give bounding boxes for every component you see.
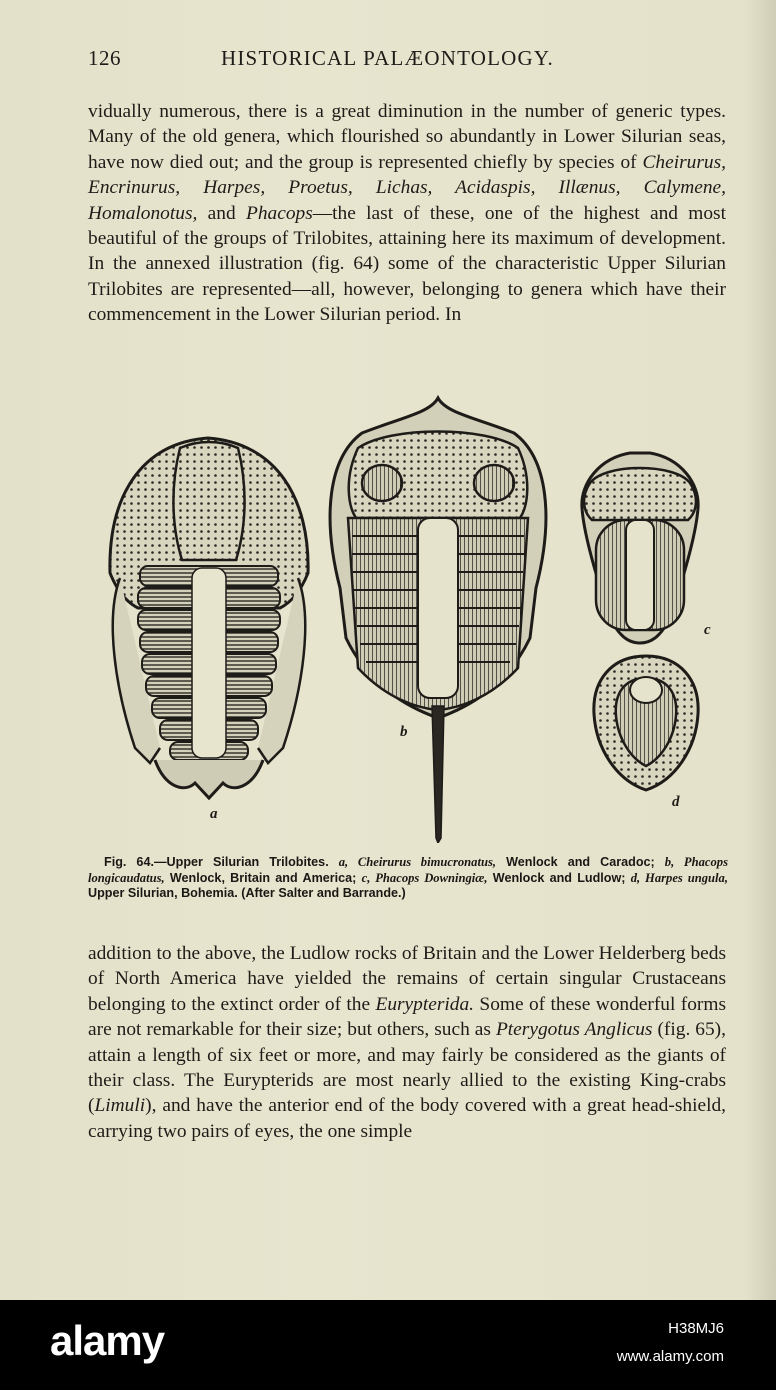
body-paragraph-2	[88, 941, 726, 1144]
site-url: www.alamy.com	[616, 1348, 724, 1365]
genus-limuli: Limuli	[94, 1095, 146, 1117]
trilobite-b-phacops-longicaudatus	[330, 398, 546, 843]
text-run: —the last of these, one of the highest and most beautiful of the groups of Trilobites, attaining here its maximum of development. In the annexed illustration (fig. 64) some of the characteristic Upper Silurian Trilobites are represented—all, however, belonging to genera which have their commencement in the Lower Silurian period. In	[88, 202, 726, 326]
genera-list: Cheirurus, Encrinurus, Harpes, Proetus, Lichas, Acidaspis, Illænus, Calymene, Homalonotus,	[88, 151, 726, 224]
figure-label-b: b	[400, 724, 408, 740]
caption-text: Wenlock and Ludlow;	[487, 870, 631, 885]
caption-species-b: b, Phacops longicaudatus,	[88, 855, 729, 885]
image-id: H38MJ6	[668, 1320, 724, 1337]
caption-species-a: a, Cheirurus bimucronatus,	[338, 855, 497, 869]
caption-text: Wenlock, Britain and America;	[164, 870, 362, 885]
trilobite-d-harpes-ungula	[594, 656, 698, 810]
figure-label-d: d	[672, 794, 680, 810]
figure-label-a: a	[210, 806, 218, 822]
trilobite-illustration	[100, 388, 720, 843]
text-run: ), and have the anterior end of the body covered with a great head-shield, carrying two pairs of eyes, the one simple	[88, 1095, 726, 1142]
alamy-logo: alamy	[50, 1317, 165, 1364]
running-title: HISTORICAL PALÆONTOLOGY.	[221, 46, 554, 70]
figure-64-trilobites	[100, 388, 720, 843]
caption-title: Fig. 64.—Upper Silurian Trilobites.	[104, 855, 339, 869]
body-paragraph-1	[88, 99, 726, 328]
figure-caption	[88, 855, 728, 902]
order-eurypterida: Eurypterida.	[375, 993, 475, 1015]
genus-phacops: Phacops	[245, 202, 313, 224]
trilobite-c-phacops-downingiae	[582, 453, 711, 643]
caption-text: Wenlock and Caradoc;	[496, 855, 665, 869]
caption-species-d: d, Harpes ungula,	[630, 870, 728, 885]
text-run: (fig. 65), attain a length of six feet or more, and may fairly be considered as the giants of their class. The Eurypterids are most nearly allied to the existing King-crabs (	[88, 1019, 726, 1117]
species-pterygotus: Pterygotus Anglicus	[495, 1019, 653, 1041]
figure-label-c: c	[704, 622, 711, 638]
running-head	[88, 46, 728, 76]
caption-species-c: c, Phacops Downingiæ,	[361, 870, 488, 885]
text-run: addition to the above, the Ludlow rocks of Britain and the Lower Helderberg beds of North America have yielded the remains of certain singular Crustaceans belonging to the extinct order of the	[88, 943, 726, 1015]
caption-text: Upper Silurian, Bohemia. (After Salter and Barrande.)	[88, 886, 406, 901]
text-run: Some of these wonderful forms are not remarkable for their size; but others, such as	[88, 993, 726, 1041]
page-number: 126	[88, 46, 121, 70]
trilobite-a-cheirurus	[110, 438, 308, 822]
text-run: and	[197, 202, 246, 224]
text-run: vidually numerous, there is a great diminution in the number of generic types. Many of the old genera, which flourished so abundantly in Lower Silurian seas, have now died out; and the group is represented chiefly by species of	[88, 101, 726, 173]
